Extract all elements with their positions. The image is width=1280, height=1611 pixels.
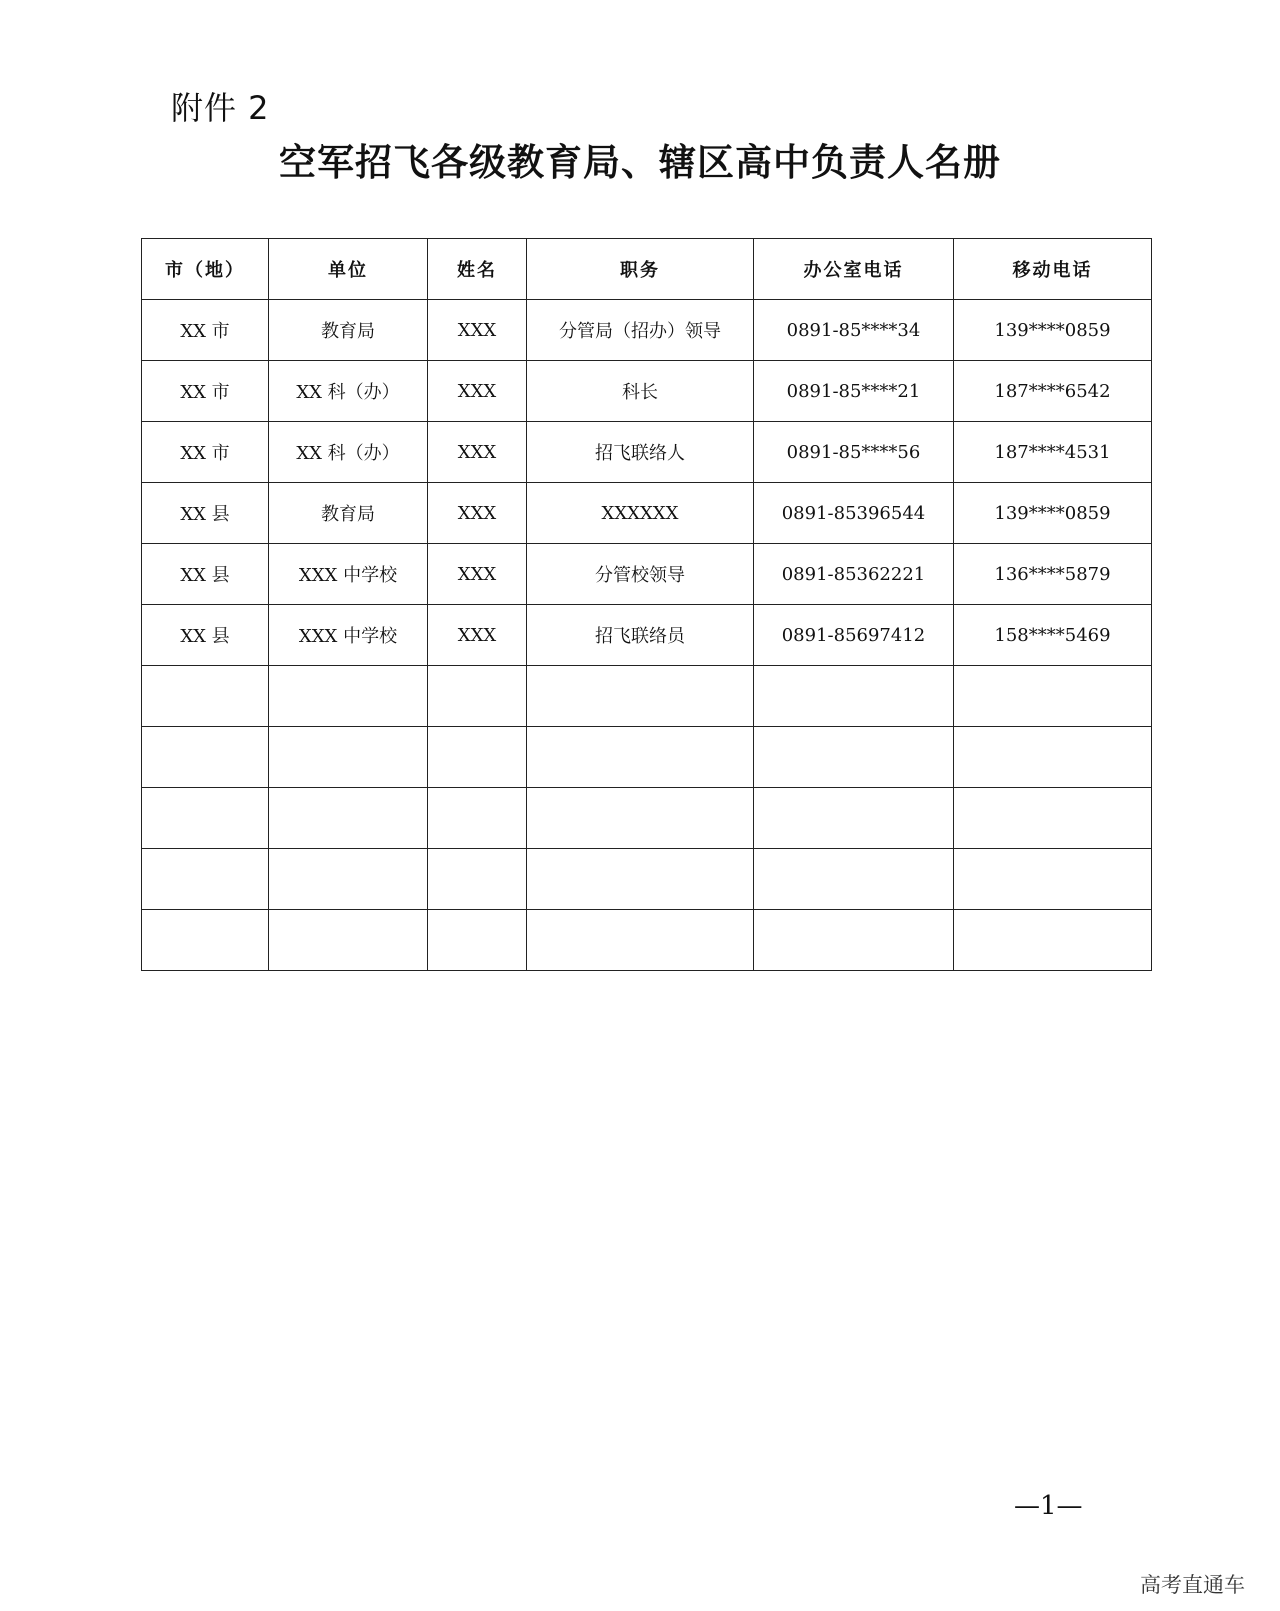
cell-office-phone <box>754 910 954 971</box>
table-header-row <box>142 239 1152 300</box>
cell-position <box>527 666 754 727</box>
cell-unit: 教育局 <box>269 483 428 544</box>
cell-mobile-phone: 187****6542 <box>954 361 1152 422</box>
table-row <box>142 422 1152 483</box>
table-row-empty <box>142 910 1152 971</box>
table-row <box>142 483 1152 544</box>
cell-city <box>142 910 269 971</box>
cell-mobile-phone: 158****5469 <box>954 605 1152 666</box>
cell-name: XXX <box>428 422 527 483</box>
cell-name <box>428 666 527 727</box>
cell-office-phone: 0891-85396544 <box>754 483 954 544</box>
cell-city <box>142 727 269 788</box>
table-row-empty <box>142 666 1152 727</box>
column-header-position: 职务 <box>527 239 754 300</box>
cell-position <box>527 727 754 788</box>
cell-office-phone: 0891-85****21 <box>754 361 954 422</box>
cell-office-phone: 0891-85****56 <box>754 422 954 483</box>
cell-name: XXX <box>428 361 527 422</box>
table-row <box>142 544 1152 605</box>
watermark-text: 高考直通车 <box>1140 1573 1245 1597</box>
cell-city: XX 县 <box>142 605 269 666</box>
cell-unit <box>269 849 428 910</box>
table-row <box>142 361 1152 422</box>
cell-mobile-phone: 136****5879 <box>954 544 1152 605</box>
cell-mobile-phone: 139****0859 <box>954 300 1152 361</box>
cell-office-phone: 0891-85697412 <box>754 605 954 666</box>
column-header-city: 市（地） <box>142 239 269 300</box>
cell-position: XXXXXX <box>527 483 754 544</box>
cell-position: 分管校领导 <box>527 544 754 605</box>
table-row-empty <box>142 849 1152 910</box>
cell-city: XX 县 <box>142 483 269 544</box>
column-header-mobile-phone: 移动电话 <box>954 239 1152 300</box>
cell-office-phone: 0891-85****34 <box>754 300 954 361</box>
cell-city <box>142 666 269 727</box>
cell-name: XXX <box>428 483 527 544</box>
cell-unit <box>269 788 428 849</box>
cell-unit <box>269 727 428 788</box>
cell-mobile-phone <box>954 910 1152 971</box>
cell-mobile-phone: 139****0859 <box>954 483 1152 544</box>
column-header-unit: 单位 <box>269 239 428 300</box>
cell-office-phone <box>754 788 954 849</box>
cell-mobile-phone: 187****4531 <box>954 422 1152 483</box>
cell-position <box>527 910 754 971</box>
cell-name: XXX <box>428 300 527 361</box>
roster-table <box>141 238 1152 971</box>
cell-mobile-phone <box>954 666 1152 727</box>
cell-position <box>527 849 754 910</box>
cell-city <box>142 849 269 910</box>
cell-city: XX 市 <box>142 361 269 422</box>
document-title: 空军招飞各级教育局、辖区高中负责人名册 <box>279 140 1001 184</box>
table-row-empty <box>142 727 1152 788</box>
cell-name <box>428 788 527 849</box>
cell-name <box>428 727 527 788</box>
table-row-empty <box>142 788 1152 849</box>
cell-unit <box>269 666 428 727</box>
cell-office-phone <box>754 849 954 910</box>
cell-name: XXX <box>428 605 527 666</box>
cell-unit <box>269 910 428 971</box>
cell-name: XXX <box>428 544 527 605</box>
cell-position: 科长 <box>527 361 754 422</box>
cell-office-phone <box>754 727 954 788</box>
cell-position: 招飞联络人 <box>527 422 754 483</box>
cell-mobile-phone <box>954 788 1152 849</box>
cell-city: XX 市 <box>142 300 269 361</box>
cell-office-phone <box>754 666 954 727</box>
cell-city: XX 县 <box>142 544 269 605</box>
cell-unit: 教育局 <box>269 300 428 361</box>
cell-unit: XX 科（办） <box>269 361 428 422</box>
cell-city: XX 市 <box>142 422 269 483</box>
attachment-label: 附件 2 <box>171 89 270 127</box>
cell-position <box>527 788 754 849</box>
cell-unit: XXX 中学校 <box>269 605 428 666</box>
cell-name <box>428 910 527 971</box>
cell-position: 招飞联络员 <box>527 605 754 666</box>
cell-office-phone: 0891-85362221 <box>754 544 954 605</box>
cell-mobile-phone <box>954 727 1152 788</box>
cell-name <box>428 849 527 910</box>
cell-position: 分管局（招办）领导 <box>527 300 754 361</box>
cell-unit: XXX 中学校 <box>269 544 428 605</box>
table-row <box>142 605 1152 666</box>
cell-mobile-phone <box>954 849 1152 910</box>
cell-unit: XX 科（办） <box>269 422 428 483</box>
page-number: —1— <box>1014 1491 1083 1521</box>
cell-city <box>142 788 269 849</box>
column-header-name: 姓名 <box>428 239 527 300</box>
column-header-office-phone: 办公室电话 <box>754 239 954 300</box>
table-row <box>142 300 1152 361</box>
